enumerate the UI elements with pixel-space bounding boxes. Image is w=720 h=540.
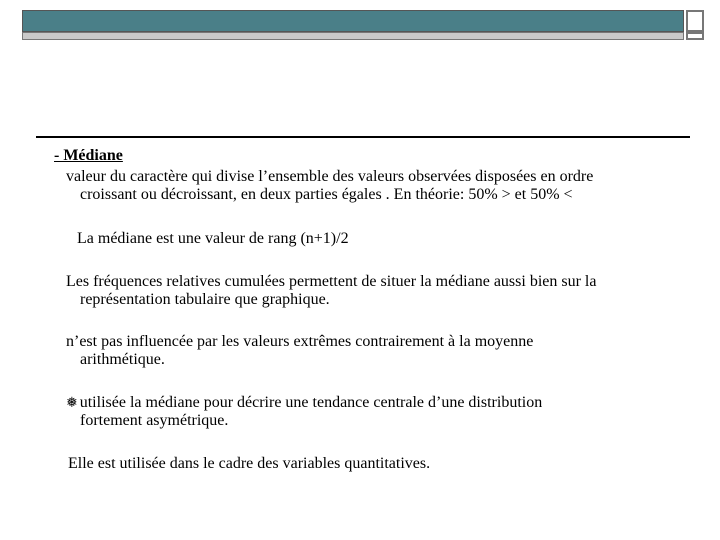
slide-title-bar [22,10,714,40]
frequencies-line-2: représentation tabulaire que graphique. [80,291,330,308]
title-bar-teal [22,10,684,32]
usage-line-2: fortement asymétrique. [80,412,229,429]
heading-mediane: - Médiane [54,147,123,164]
extremes-line-2: arithmétique. [80,351,165,368]
frequencies-line-1: Les fréquences relatives cumulées permettent de situer la médiane aussi bien sur la [66,273,597,290]
usage-line-1-text: utilisée la médiane pour décrire une tendance centrale d’une distribution [79,394,543,411]
rank-statement: La médiane est une valeur de rang (n+1)/2 [77,230,349,247]
quantitative-statement: Elle est utilisée dans le cadre des variables quantitatives. [68,455,431,472]
title-bar-box-top [686,10,704,32]
horizontal-rule [36,136,690,138]
title-bar-grey [22,32,684,40]
definition-line-1: valeur du caractère qui divise l’ensemble des valeurs observées disposées en ordre [66,168,594,185]
snowflake-bullet-icon: ❅ [66,396,78,411]
usage-line-1 [66,394,542,413]
definition-line-2: croissant ou décroissant, en deux parties égales . En théorie: 50% > et 50% < [80,186,573,203]
title-bar-box-bottom [686,32,704,40]
extremes-line-1: n’est pas influencée par les valeurs extrêmes contrairement à la moyenne [66,333,534,350]
